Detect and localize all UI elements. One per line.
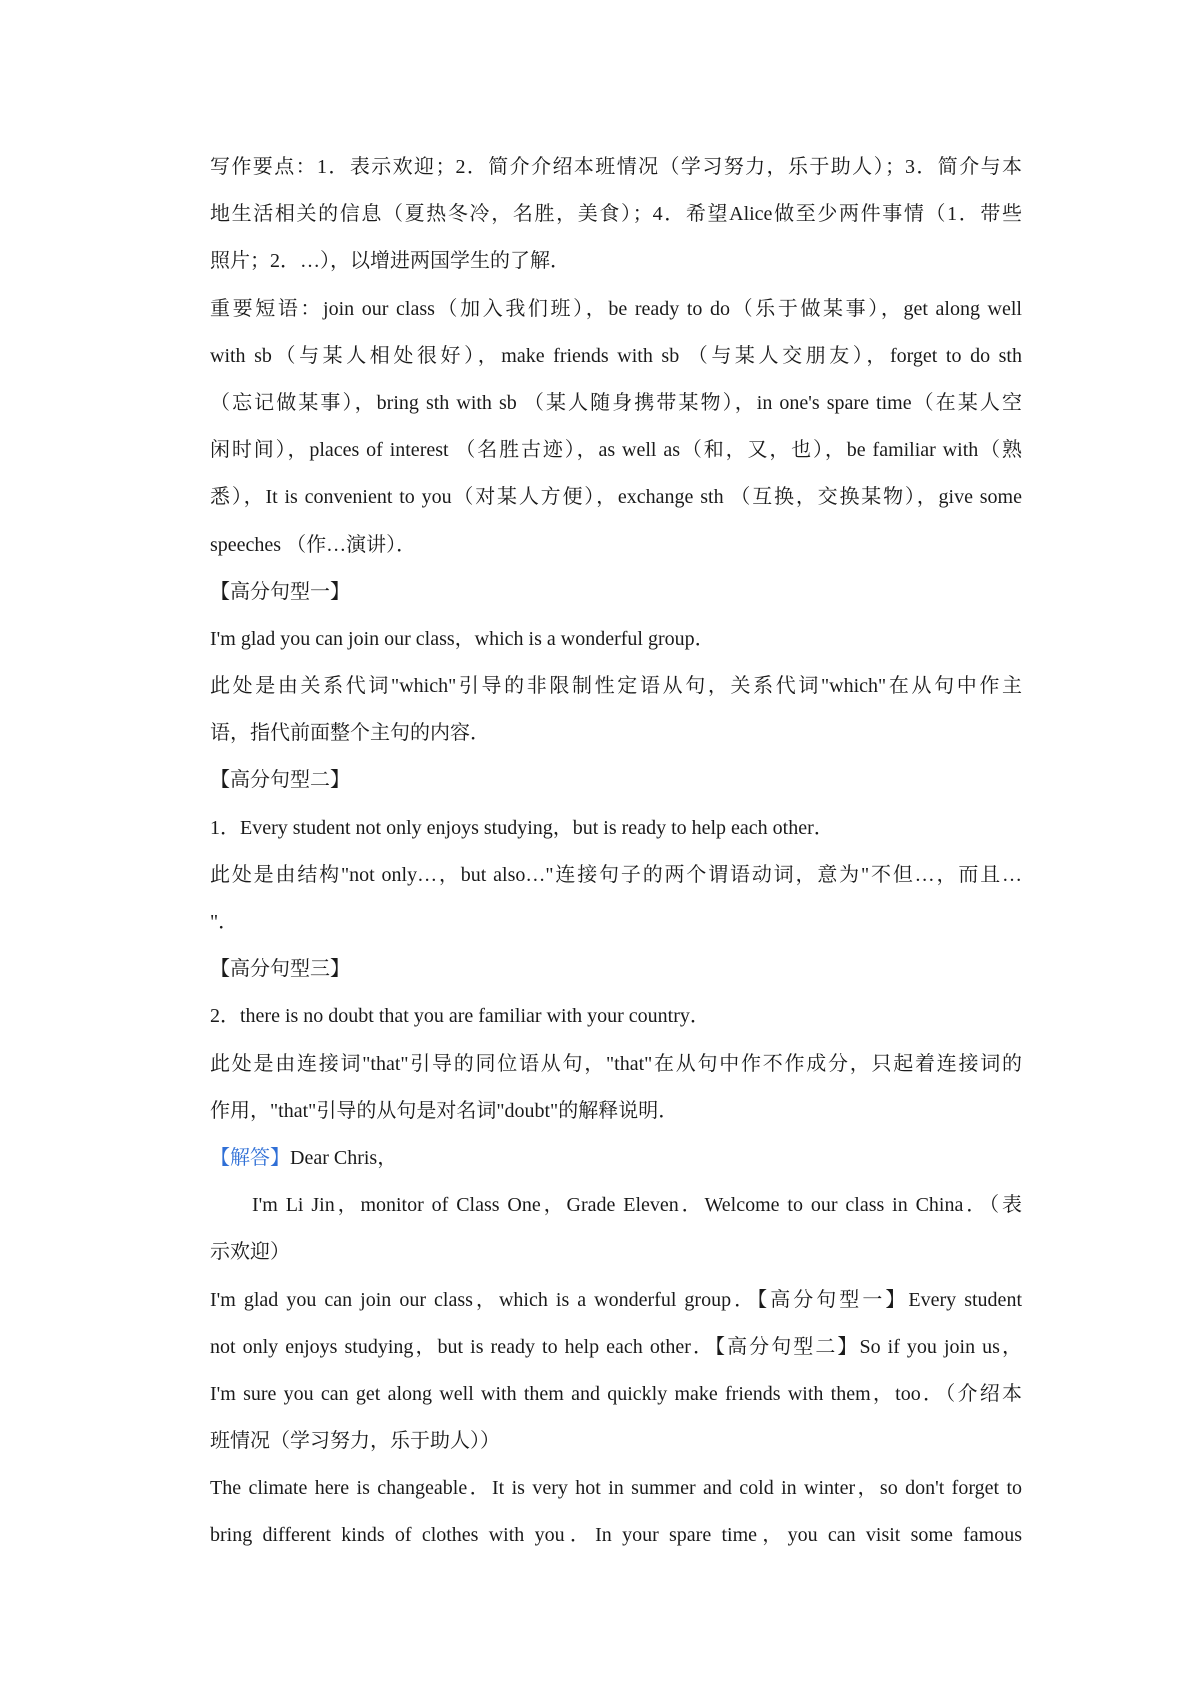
text-line: not only enjoys studying，but is ready to help each other．【高分句型二】So if you join us， [210, 1335, 1022, 1358]
text-line: I'm Li Jin，monitor of Class One，Grade Eleven．Welcome to our class in China．（表 [252, 1194, 1022, 1217]
text-line: 语，指代前面整个主句的内容． [210, 722, 490, 745]
answer-label: 【解答】 [210, 1146, 290, 1169]
text-line: 【高分句型三】 [210, 958, 350, 981]
writing-tips-section [210, 144, 1022, 1135]
answer-greeting: Dear Chris， [290, 1146, 398, 1169]
text-line: 【高分句型二】 [210, 769, 350, 792]
text-line: 写作要点：1．表示欢迎；2．简介介绍本班情况（学习努力，乐于助人）；3．简介与本 [210, 156, 1022, 178]
text-line: 悉），It is convenient to you（对某人方便），exchange sth （互换，交换某物），give some [210, 486, 1022, 509]
text-line: 示欢迎） [210, 1241, 290, 1264]
text-line: 班情况（学习努力，乐于助人）） [210, 1430, 500, 1453]
text-line: "． [210, 911, 239, 933]
text-line: with sb（与某人相处很好），make friends with sb （与某人交朋友），forget to do sth [210, 344, 1022, 367]
text-line: 作用，"that"引导的从句是对名词"doubt"的解释说明． [210, 1099, 679, 1122]
text-line: 1．Every student not only enjoys studying，but is ready to help each other． [210, 816, 834, 839]
answer-heading-line [210, 1135, 1022, 1182]
answer-body-section [210, 1182, 1022, 1560]
text-line: speeches （作…演讲）． [210, 533, 417, 556]
text-line: 照片；2．…），以增进两国学生的了解． [210, 250, 570, 273]
document-page [210, 144, 1022, 1560]
text-line: I'm glad you can join our class，which is a wonderful group． [210, 627, 715, 650]
text-line: 此处是由连接词"that"引导的同位语从句，"that"在从句中作不作成分，只起着连接词的 [210, 1052, 1022, 1075]
text-line: 重要短语：join our class（加入我们班），be ready to do（乐于做某事），get along well [210, 297, 1022, 320]
text-line: 2．there is no doubt that you are familiar with your country． [210, 1005, 710, 1028]
text-line: 地生活相关的信息（夏热冬冷，名胜，美食）；4．希望Alice做至少两件事情（1．带些 [210, 203, 1022, 226]
text-line: bring different kinds of clothes with you．In your spare time，you can visit some famous [210, 1524, 1022, 1547]
text-line: 【高分句型一】 [210, 580, 350, 603]
text-line: 闲时间），places of interest （名胜古迹），as well as（和，又，也），be familiar with（熟 [210, 439, 1022, 462]
text-line: 此处是由结构"not only…，but also…"连接句子的两个谓语动词，意为"不但…，而且… [210, 863, 1022, 886]
text-line: I'm sure you can get along well with them and quickly make friends with them，too．（介绍本 [210, 1382, 1022, 1405]
text-line: 此处是由关系代词"which"引导的非限制性定语从句，关系代词"which"在从句中作主 [210, 675, 1022, 698]
text-line: I'm glad you can join our class，which is a wonderful group．【高分句型一】Every student [210, 1288, 1022, 1311]
text-line: The climate here is changeable．It is very hot in summer and cold in winter，so don't forget to [210, 1477, 1022, 1500]
text-line: （忘记做某事），bring sth with sb （某人随身携带某物），in one's spare time（在某人空 [210, 391, 1022, 414]
